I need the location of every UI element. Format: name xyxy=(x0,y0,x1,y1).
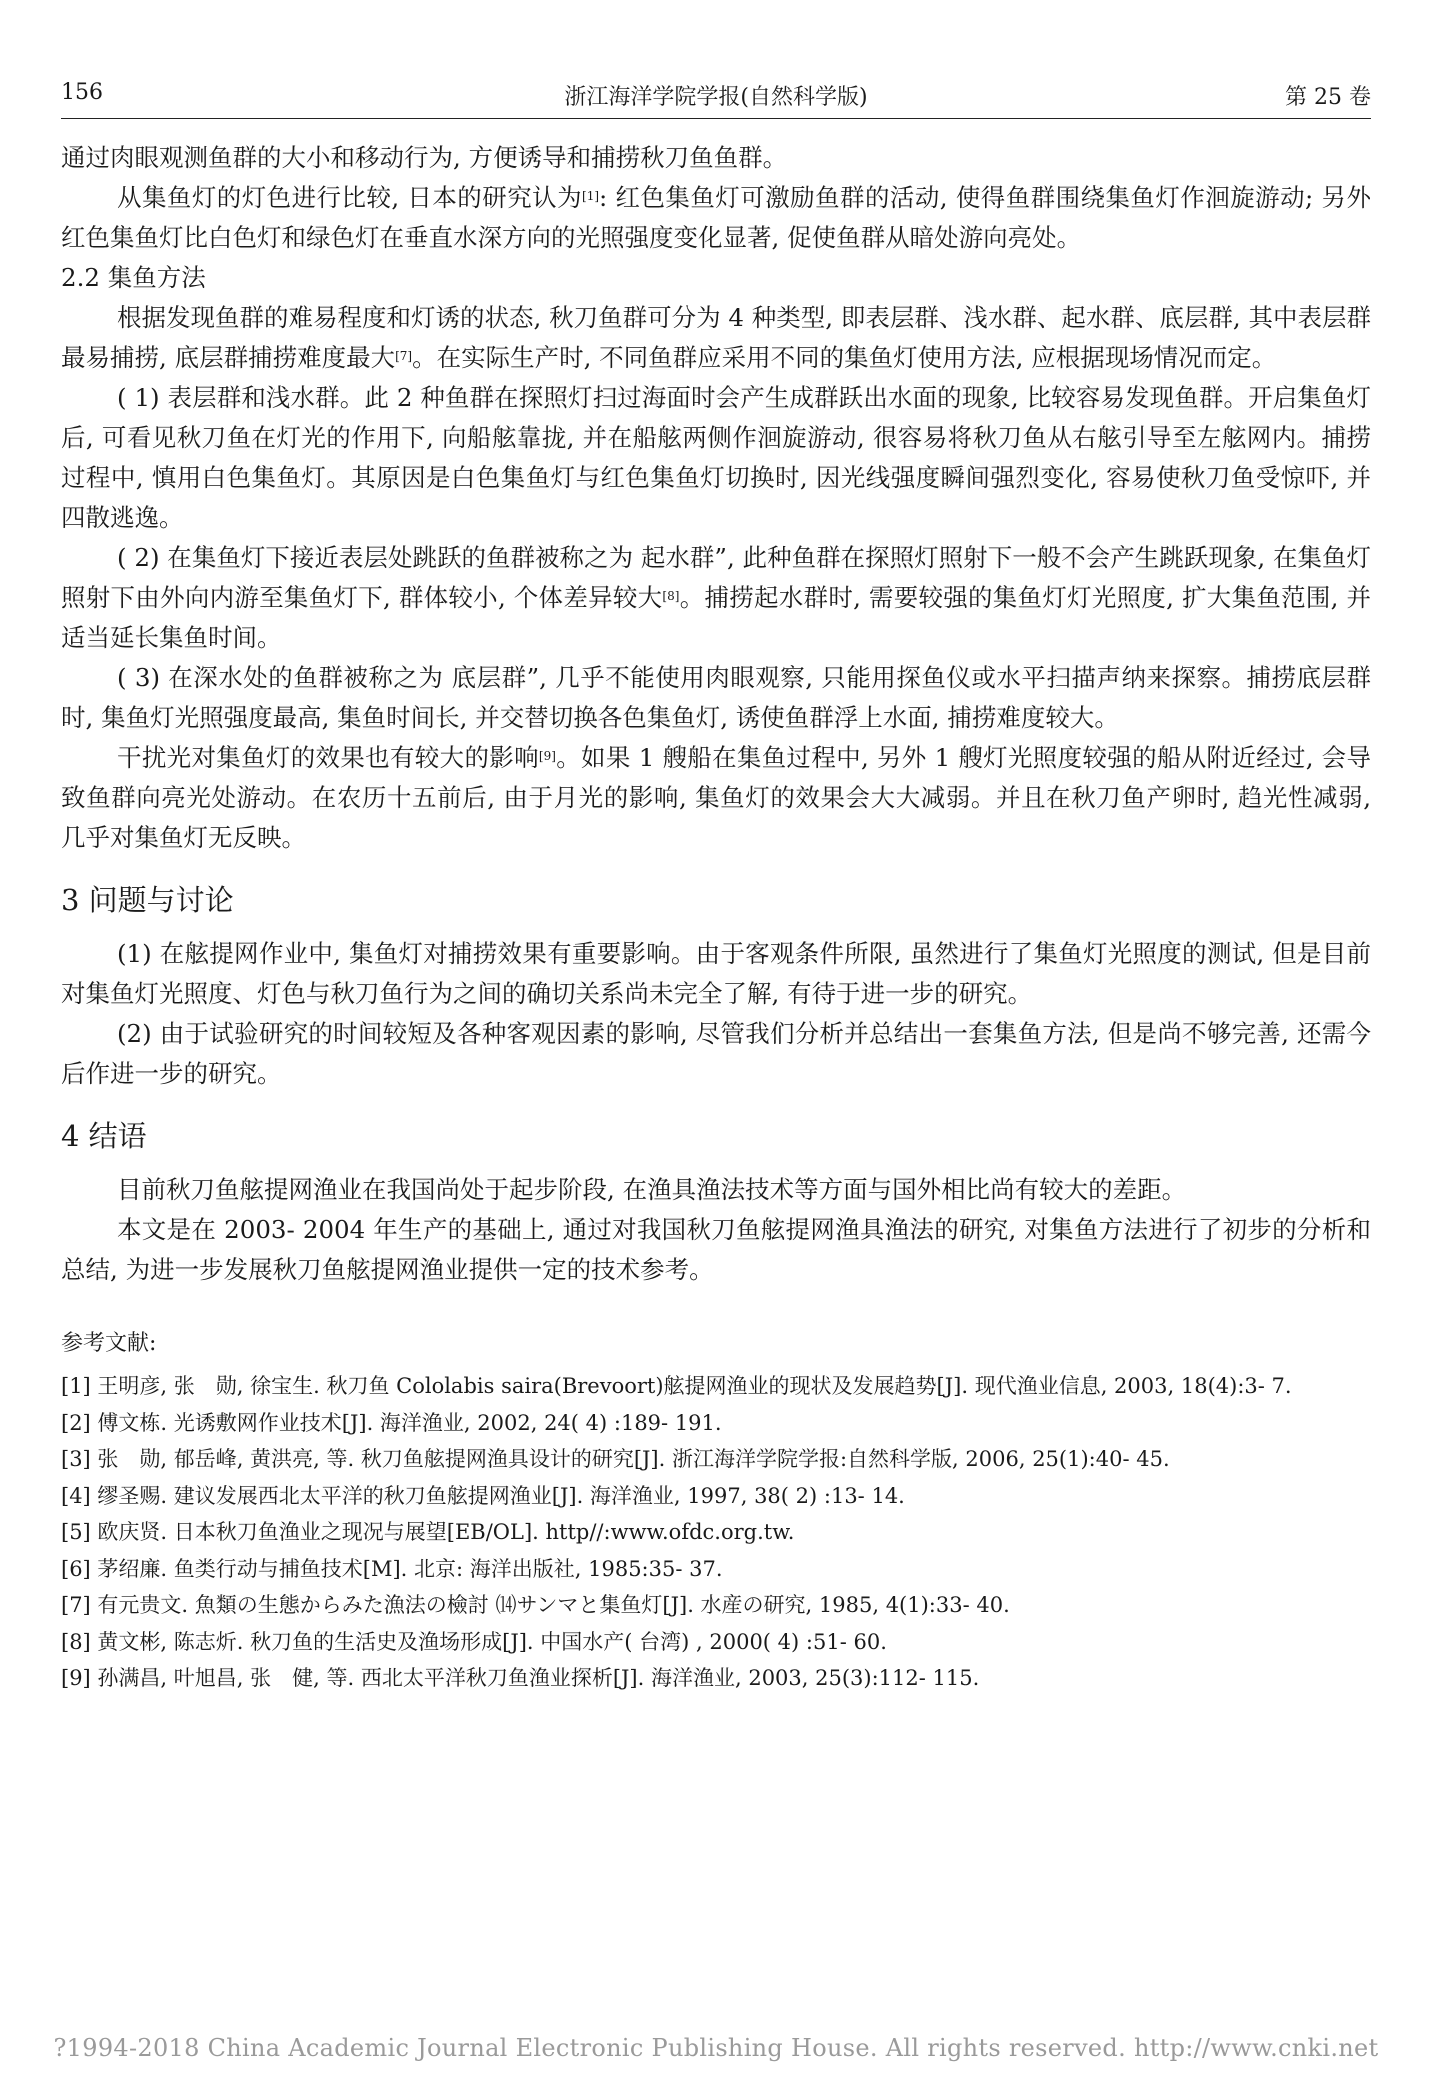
reference-item: [4] 缪圣赐. 建议发展西北太平洋的秋刀鱼舷提网渔业[J]. 海洋渔业, 1997, 38( 2) :13- 14. xyxy=(61,1483,905,1508)
reference-item: [3] 张 勋, 郁岳峰, 黄洪亮, 等. 秋刀鱼舷提网渔具设计的研究[J]. 浙江海洋学院学报:自然科学版, 2006, 25(1):40- 45. xyxy=(61,1447,1170,1471)
page-number: 156 xyxy=(61,80,103,105)
paragraph xyxy=(61,738,1371,858)
header-rule xyxy=(61,118,1371,119)
text-run: ( 2) 在集鱼灯下接近表层处跳跃的鱼群被称之为 起水群”, 此种鱼群在探照灯照射下一般不会产生跳跃现象, 在集鱼灯照射下由外向内游至集鱼灯下, 群体较小, 个体差异较大 xyxy=(61,543,1371,612)
section-heading: 4 结语 xyxy=(61,1119,147,1153)
reference-item: [2] 傅文栋. 光诱敷网作业技术[J]. 海洋渔业, 2002, 24( 4) :189- 191. xyxy=(61,1410,722,1435)
text-run: 。捕捞起水群时, 需要较强的集鱼灯灯光照度, 扩大集鱼范围, 并适当延长集鱼时间。 xyxy=(61,583,1371,652)
text-run: 根据发现鱼群的难易程度和灯诱的状态, 秋刀鱼群可分为 4 种类型, 即表层群、浅水群、起水群、底层群, 其中表层群最易捕捞, 底层群捕捞难度最大 xyxy=(61,303,1371,372)
paragraph: 目前秋刀鱼舷提网渔业在我国尚处于起步阶段, 在渔具渔法技术等方面与国外相比尚有较大的差距。 xyxy=(117,1175,1187,1204)
paragraph xyxy=(61,538,1371,658)
reference-item: [8] 黄文彬, 陈志炘. 秋刀鱼的生活史及渔场形成[J]. 中国水产( 台湾) , 2000( 4) :51- 60. xyxy=(61,1629,887,1654)
citation-ref: [7] xyxy=(395,349,413,363)
paragraph: ( 1) 表层群和浅水群。此 2 种鱼群在探照灯扫过海面时会产生成群跃出水面的现象, 比较容易发现鱼群。开启集鱼灯后, 可看见秋刀鱼在灯光的作用下, 向船舷靠拢, 并在船舷两侧作洄旋游动, 很容易将秋刀鱼从右舷引导至左舷网内。捕捞过程中, 慎用白色集鱼灯。其原因是白色集鱼灯与红色集鱼灯切换时, 因光线强度瞬间强烈变化, 容易使秋刀鱼受惊吓, 并四散逃逸。 xyxy=(61,383,1371,532)
citation-ref: [9] xyxy=(538,749,556,763)
text-run: : 红色集鱼灯可激励鱼群的活动, 使得鱼群围绕集鱼灯作洄旋游动; 另外红色集鱼灯比白色灯和绿色灯在垂直水深方向的光照强度变化显著, 促使鱼群从暗处游向亮处。 xyxy=(61,183,1371,252)
paragraph: (1) 在舷提网作业中, 集鱼灯对捕捞效果有重要影响。由于客观条件所限, 虽然进行了集鱼灯光照度的测试, 但是目前对集鱼灯光照度、灯色与秋刀鱼行为之间的确切关系尚未完全了解, 有待于进一步的研究。 xyxy=(61,939,1371,1008)
reference-item: [6] 茅绍廉. 鱼类行动与捕鱼技术[M]. 北京: 海洋出版社, 1985:35- 37. xyxy=(61,1556,723,1581)
volume-label: 第 25 卷 xyxy=(1285,85,1371,110)
journal-name: 浙江海洋学院学报(自然科学版) xyxy=(564,85,868,110)
reference-item: [9] 孙满昌, 叶旭昌, 张 健, 等. 西北太平洋秋刀鱼渔业探析[J]. 海洋渔业, 2003, 25(3):112- 115. xyxy=(61,1666,980,1690)
paragraph xyxy=(61,178,1371,258)
reference-item: [7] 有元贵文. 魚類の生態からみた漁法の檢討 ⒁サンマと集鱼灯[J]. 水産の研究, 1985, 4(1):33- 40. xyxy=(61,1593,1010,1617)
references-title: 参考文献: xyxy=(61,1331,157,1356)
paragraph: ( 3) 在深水处的鱼群被称之为 底层群”, 几乎不能使用肉眼观察, 只能用探鱼仪或水平扫描声纳来探察。捕捞底层群时, 集鱼灯光照强度最高, 集鱼时间长, 并交替切换各色集鱼灯, 诱使鱼群浮上水面, 捕捞难度较大。 xyxy=(61,663,1371,732)
article-body xyxy=(61,138,1371,1697)
subsection-heading: 2.2 集鱼方法 xyxy=(61,263,206,292)
text-run: 干扰光对集鱼灯的效果也有较大的影响 xyxy=(117,743,539,772)
section-heading: 3 问题与讨论 xyxy=(61,883,234,917)
reference-item: [1] 王明彦, 张 勋, 徐宝生. 秋刀鱼 Cololabis saira(Brevoort)舷提网渔业的现状及发展趋势[J]. 现代渔业信息, 2003, 18(4):3- 7. xyxy=(61,1374,1292,1398)
text-run: 从集鱼灯的灯色进行比较, 日本的研究认为 xyxy=(117,183,583,212)
text-run: 。如果 1 艘船在集鱼过程中, 另外 1 艘灯光照度较强的船从附近经过, 会导致鱼群向亮光处游动。在农历十五前后, 由于月光的影响, 集鱼灯的效果会大大减弱。并且在秋刀鱼产卵时, 趋光性减弱, 几乎对集鱼灯无反映。 xyxy=(61,743,1371,852)
citation-ref: [1] xyxy=(582,189,600,203)
reference-item: [5] 欧庆贤. 日本秋刀鱼渔业之现况与展望[EB/OL]. http//:www.ofdc.org.tw. xyxy=(61,1520,795,1544)
copyright-footer: ?1994-2018 China Academic Journal Electronic Publishing House. All rights reserved. http://www.cnki.net xyxy=(53,2034,1379,2062)
paragraph: 通过肉眼观测鱼群的大小和移动行为, 方便诱导和捕捞秋刀鱼鱼群。 xyxy=(61,143,788,172)
text-run: 。在实际生产时, 不同鱼群应采用不同的集鱼灯使用方法, 应根据现场情况而定。 xyxy=(412,343,1277,372)
running-header xyxy=(61,80,1371,114)
paragraph: (2) 由于试验研究的时间较短及各种客观因素的影响, 尽管我们分析并总结出一套集鱼方法, 但是尚不够完善, 还需今后作进一步的研究。 xyxy=(61,1019,1371,1088)
citation-ref: [8] xyxy=(662,589,680,603)
paragraph: 本文是在 2003- 2004 年生产的基础上, 通过对我国秋刀鱼舷提网渔具渔法的研究, 对集鱼方法进行了初步的分析和总结, 为进一步发展秋刀鱼舷提网渔业提供一定的技术参考。 xyxy=(61,1215,1371,1284)
paragraph xyxy=(61,298,1371,378)
references-section xyxy=(61,1326,1371,1697)
